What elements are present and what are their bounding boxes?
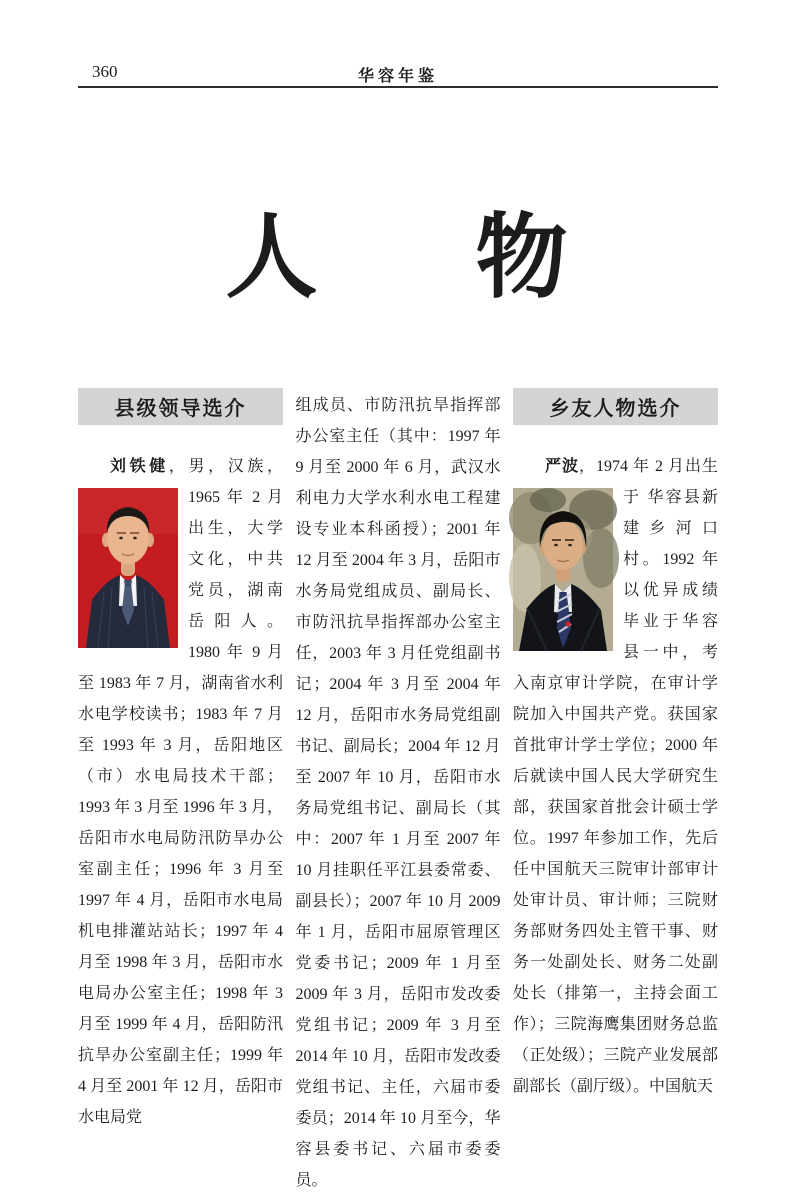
person1-portrait-photo [78,488,178,648]
person2-biography-column3 [513,451,718,1102]
running-head [78,60,718,88]
person1-name: 刘铁健 [110,458,169,475]
section-header-label: 县级领导选介 [114,398,247,420]
section-header-county-leaders [78,388,283,425]
column-left [78,388,283,1196]
chapter-title-char-2: 物 [475,207,568,309]
person2-text-beside-photo: 华容县新建乡河口村。1992 年以优异成绩毕业于华容县一中，考入南京审计 [513,489,718,692]
chapter-title [0,208,793,309]
person1-intro: ，男，汉族，1965 年 [168,458,283,506]
page-number: 360 [92,62,118,81]
portrait-man-red-background [78,488,178,648]
person1-biography-column2 [296,390,501,1196]
person2-text-column3-rest: 学院，在审计学院加入中国共产党。获国家首批审计学士学位；2000 年后就读中国人民大学研究生部，获国家首批会计硕士学位。1997 年参加工作，先后任中国航天三院审计部审计处审计员、审计师；三院财务部财务四处主管干事、财务一处副处长、财务二处副处长（排第一，主持会面工作）；三院海鹰集团财务总监（正处级）；三院产业发展部副部长（副厅级）。中国航天 [513,675,718,1095]
person1-text-column2: 组成员、市防汛抗旱指挥部办公室主任（其中：1997 年 9 月至 2000 年 6 月，武汉水利电力大学水利水电工程建设专业本科函授）；2001 年 12 月至 2004 年 3 月，岳阳市水务局党组成员、副局长、市防汛抗旱指挥部办公室主任，2003 年 3 月任党组副书记；2004 年 3 月至 2004 年 12 月，岳阳市水务局党组副书记、副局长；2004 年 12 月至 2007 年 10 月，岳阳市水务局党组书记、副局长（其中：2007 年 1 月至 2007 年 10 月挂职任平江县委常委、副县长）；2007 年 10 月 2009 年 1 月，岳阳市屈原管理区党委书记；2009 年 1 月至 2009 年 3 月，岳阳市发改委党组书记；2009 年 3 月至 2014 年 10 月，岳阳市发改委党组书记、主任，六届市委委员；2014 年 10 月至今，华容县委书记、六届市委委员。 [295,397,501,1189]
column-middle [296,388,501,1196]
person1-biography-column1 [78,451,283,1133]
person2-portrait-photo [513,488,613,651]
person1-text-column1-rest: 南省水利水电学校读书；1983 年 7 月至 1993 年 3 月，岳阳地区（市）水电局技术干部；1993 年 3 月至 1996 年 3 月，岳阳市水电局防汛防旱办公室副主任；1996 年 3 月至 1997 年 4 月，岳阳市水电局机电排灌站站长；1997 年 4 月至 1998 年 3 月，岳阳市水电局办公室主任；1998 年 3 月至 1999 年 4 月，岳阳防汛抗旱办公室副主任；1999 年 4 月至 2001 年 12 月，岳阳市水电局党 [78,675,283,1126]
person1-text-beside-photo: 2 月出生，大学文化，中共党员，湖南岳阳人。1980 年 9 月至 1983 年 7 月，湖 [78,489,283,692]
section-header-label: 乡友人物选介 [549,398,682,420]
section-header-hometown-figures [513,388,718,425]
column-right [513,388,718,1196]
running-head-title: 华容年鉴 [357,68,438,85]
person2-name: 严波 [545,458,579,475]
column-layout [78,388,718,1196]
portrait-man-outdoor-background [513,488,613,651]
chapter-title-char-1: 人 [225,207,318,309]
person2-intro: ，1974 年 2 月出生于 [579,458,718,506]
